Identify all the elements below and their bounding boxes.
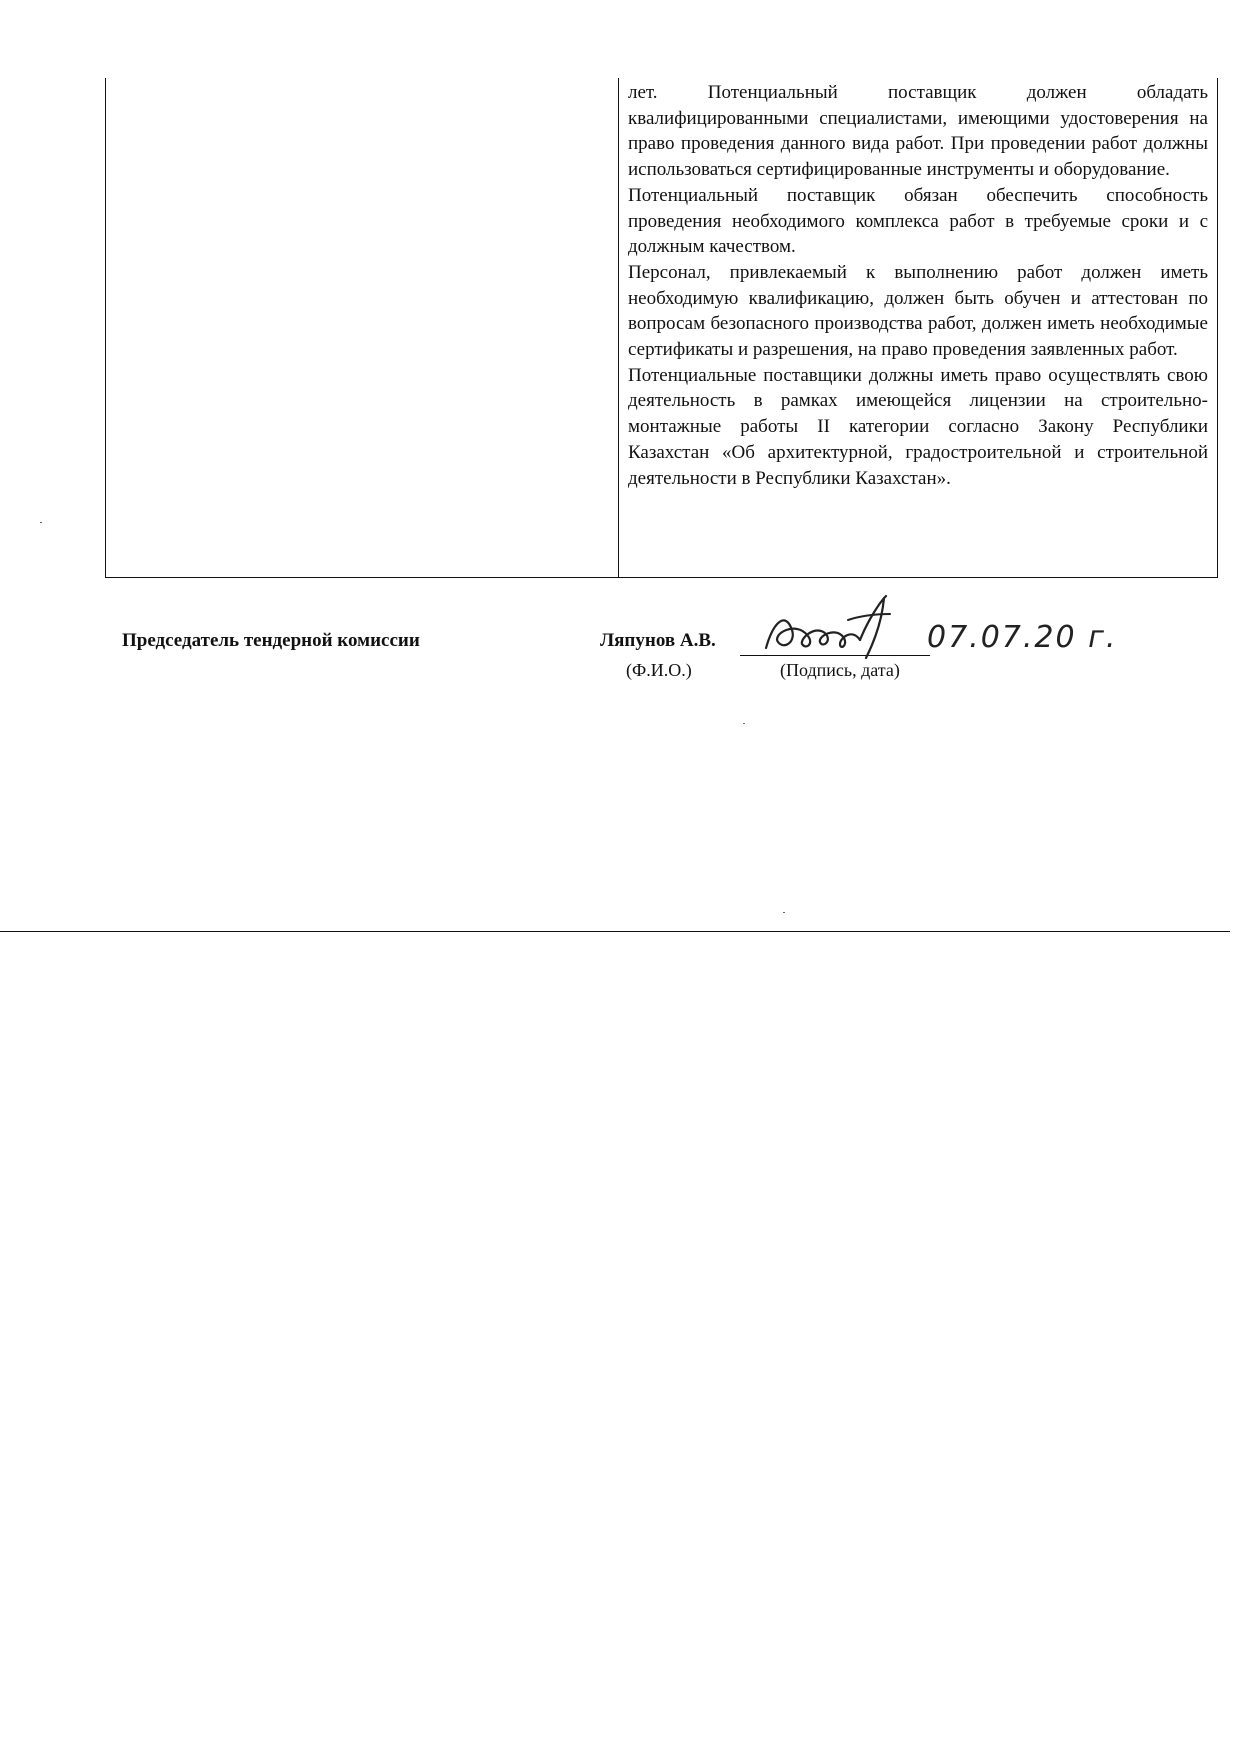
requirements-cell [628,80,1208,491]
handwritten-date: 07.07.20 г. [927,620,1118,655]
requirements-paragraph: Потенциальные поставщики должны иметь право осуществлять свою деятельность в рамках имеющейся лицензии на строительно-монтажные работы II категории согласно Закону Республики Казахстан «Об архитектурной, градостроительной и строительной деятельности в Республики Казахстан». [628,364,1208,489]
scan-speck [783,912,785,913]
requirements-paragraph: лет. Потенциальный поставщик должен обладать квалифицированными специалистами, имеющими удостоверения на право проведения данного вида работ. При проведении работ должны использоваться сертифицированные инструменты и оборудование. [628,82,1208,181]
requirements-table-fragment [105,78,1218,578]
caption-signature-date: (Подпись, дата) [780,660,900,680]
table-column-divider [618,78,619,578]
scan-speck [743,723,745,724]
chair-name: Ляпунов А.В. [600,630,716,651]
signature-block [0,620,1240,700]
scan-speck [40,522,42,523]
handwritten-signature [756,590,956,665]
table-bottom-border [105,577,1218,578]
caption-fio: (Ф.И.О.) [626,660,692,680]
page-bottom-rule [0,931,1230,932]
table-right-border [1217,78,1218,578]
chair-title: Председатель тендерной комиссии [122,630,420,651]
requirements-paragraph: Потенциальный поставщик обязан обеспечить способность проведения необходимого комплекса работ в требуемые сроки и с должным качеством. [628,184,1208,258]
table-left-border [105,78,106,578]
requirements-paragraph: Персонал, привлекаемый к выполнению работ должен иметь необходимую квалификацию, должен быть обучен и аттестован по вопросам безопасного производства работ, должен иметь необходимые сертификаты и разрешения, на право проведения заявленных работ. [628,261,1208,361]
